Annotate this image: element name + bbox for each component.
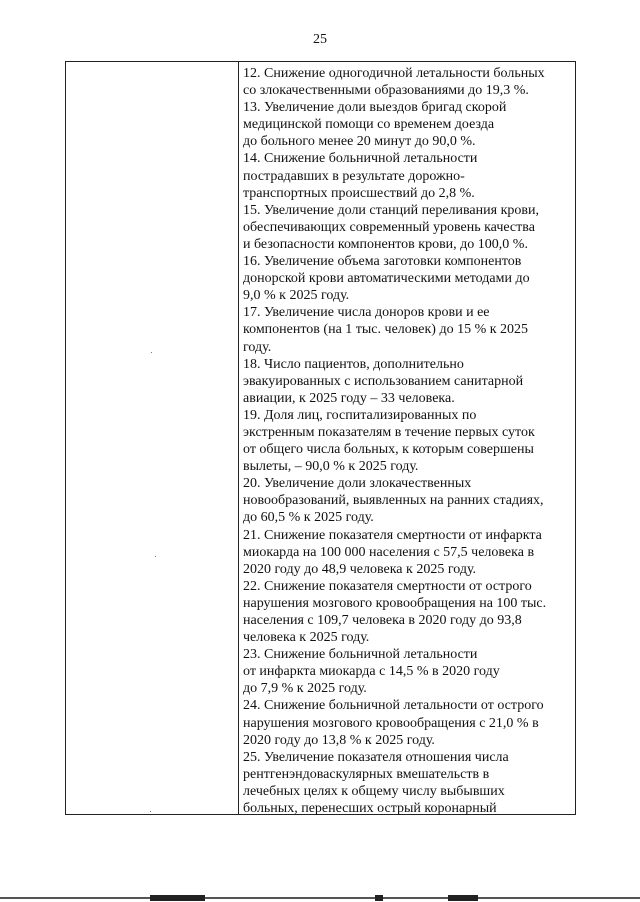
indicator-line: человека к 2025 году. [243, 630, 370, 646]
indicator-line: году. [243, 339, 272, 355]
indicator-line: пострадавших в результате дорожно- [243, 168, 465, 184]
scan-blot [448, 895, 478, 901]
indicator-list-cell [243, 65, 575, 817]
indicator-line: рентгенэндоваскулярных вмешательств в [243, 766, 490, 782]
indicator-line: нарушения мозгового кровообращения с 21,0 % в [243, 715, 539, 731]
scan-speck [151, 352, 152, 353]
indicator-line: новообразований, выявленных на ранних стадиях, [243, 493, 544, 509]
scan-edge-line [0, 897, 640, 899]
indicator-line: лечебных целях к общему числу выбывших [243, 783, 505, 799]
indicator-line: 17. Увеличение числа доноров крови и ее [243, 305, 490, 321]
indicator-line: вылеты, – 90,0 % к 2025 году. [243, 459, 419, 475]
indicator-line: 18. Число пациентов, дополнительно [243, 356, 464, 372]
indicator-line: 19. Доля лиц, госпитализированных по [243, 407, 477, 423]
indicator-line: обеспечивающих современный уровень качества [243, 219, 535, 235]
indicator-line: 15. Увеличение доли станций переливания крови, [243, 202, 539, 218]
indicator-line: эвакуированных с использованием санитарной [243, 373, 524, 389]
indicator-line: 21. Снижение показателя смертности от инфаркта [243, 527, 542, 543]
indicator-line: 16. Увеличение объема заготовки компонентов [243, 254, 522, 270]
scan-speck [155, 556, 156, 557]
indicator-line: транспортных происшествий до 2,8 %. [243, 185, 475, 201]
indicator-line: 2020 году до 48,9 человека к 2025 году. [243, 561, 477, 577]
indicator-line: 22. Снижение показателя смертности от острого [243, 578, 532, 594]
indicator-line: со злокачественными образованиями до 19,3 %. [243, 83, 529, 99]
indicator-line: 13. Увеличение доли выездов бригад скорой [243, 100, 507, 116]
indicator-line: миокарда на 100 000 населения с 57,5 человека в [243, 544, 535, 560]
indicator-line: 25. Увеличение показателя отношения числа [243, 749, 509, 765]
indicator-line: 20. Увеличение доли злокачественных [243, 476, 472, 492]
indicator-line: 12. Снижение одногодичной летальности больных [243, 66, 545, 81]
indicator-line: 24. Снижение больничной летальности от острого [243, 698, 544, 714]
indicator-line: больных, перенесших острый коронарный [243, 801, 497, 817]
indicator-line: до 60,5 % к 2025 году. [243, 510, 374, 526]
scan-speck [150, 811, 151, 812]
indicator-line: 2020 году до 13,8 % к 2025 году. [243, 732, 435, 748]
indicator-line: до больного менее 20 минут до 90,0 %. [243, 134, 476, 150]
indicator-line: от инфаркта миокарда с 14,5 % в 2020 году [243, 664, 500, 680]
scan-blot [150, 895, 205, 901]
indicator-line: 9,0 % к 2025 году. [243, 288, 350, 304]
column-divider [238, 62, 239, 814]
indicator-line: донорской крови автоматическими методами до [243, 271, 530, 287]
indicator-line: 14. Снижение больничной летальности [243, 151, 478, 167]
scan-edge-artifact [0, 895, 640, 902]
indicator-line: экстренным показателям в течение первых суток [243, 424, 535, 440]
page-number: 25 [313, 32, 327, 47]
indicator-table [65, 61, 576, 815]
indicator-line: авиации, к 2025 году – 33 человека. [243, 390, 455, 406]
indicator-line: нарушения мозгового кровообращения на 100 тыс. [243, 595, 547, 611]
indicator-line: 23. Снижение больничной летальности [243, 647, 478, 663]
indicator-line: и безопасности компонентов крови, до 100,0 %. [243, 236, 528, 252]
scan-blot [375, 895, 383, 901]
indicator-line: до 7,9 % к 2025 году. [243, 681, 367, 697]
indicator-line: от общего числа больных, к которым совершены [243, 442, 534, 458]
indicator-line: компонентов (на 1 тыс. человек) до 15 % к 2025 [243, 322, 529, 338]
indicator-line: населения с 109,7 человека в 2020 году до 93,8 [243, 613, 522, 628]
indicator-line: медицинской помощи со временем доезда [243, 117, 495, 133]
